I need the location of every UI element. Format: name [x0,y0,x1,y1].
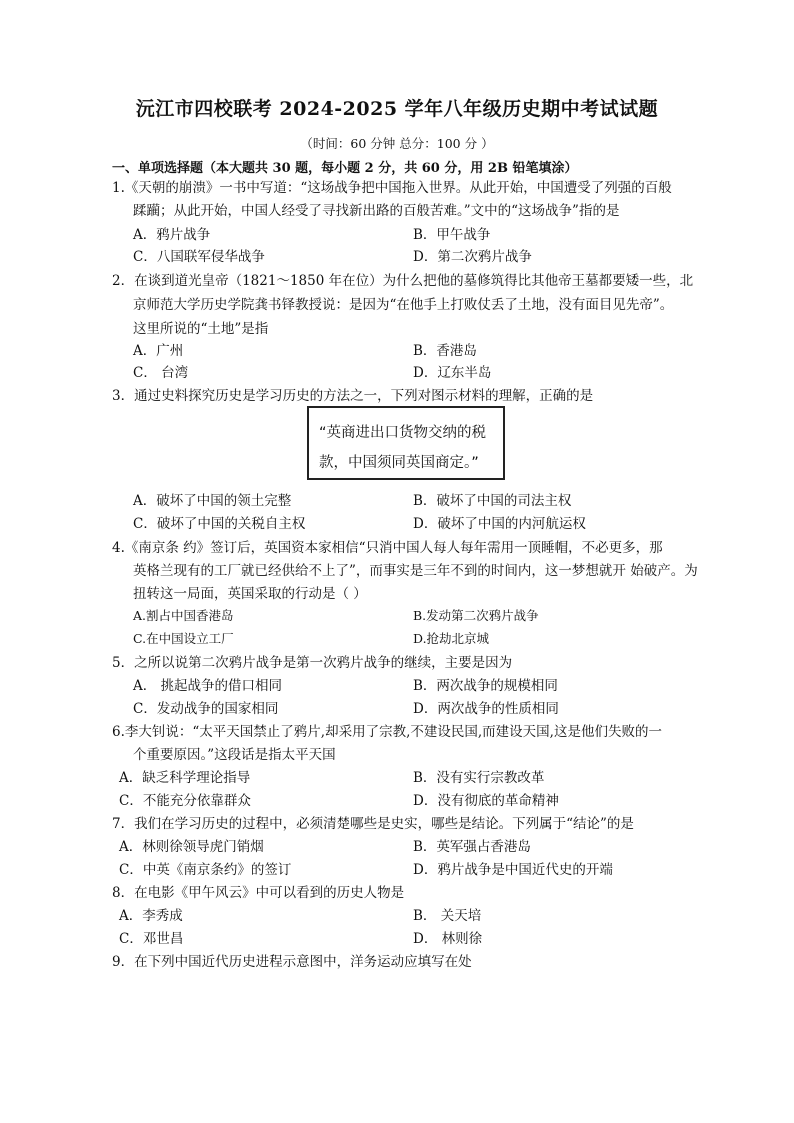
question-4-line-1: 4.《南京条 约》签订后，英国资本家相信“只消中国人每人每年需用一顶睡帽，不必更多，那 [112,540,663,556]
question-8-option-b: B． 关天培 [413,908,482,924]
question-6-option-c: C．不能充分依靠群众 [119,793,251,809]
quote-line-2: 款，中国须同英国商定。” [319,455,479,471]
question-5-option-b: B．两次战争的规模相同 [413,678,558,694]
question-8-option-d: D． 林则徐 [413,931,483,947]
question-3-option-a: A．破坏了中国的领土完整 [133,493,292,509]
exam-title: 沅江市四校联考 2024-2025 学年八年级历史期中考试试题 [135,98,659,120]
section-heading: 一、单项选择题（本大题共 30 题，每小题 2 分，共 60 分，用 2B 铅笔填涂） [112,161,578,176]
question-5-line-1: 5．之所以说第二次鸦片战争是第一次鸦片战争的继续，主要是因为 [112,655,513,671]
question-2-option-b: B．香港岛 [413,343,477,359]
question-6-option-a: A．缺乏科学理论指导 [119,770,251,786]
question-2-line-2: 京师范大学历史学院龚书铎教授说：是因为“在他手上打败仗丢了土地，没有面目见先帝”。 [133,297,674,313]
question-4-line-2: 英格兰现有的工厂就已经供给不上了”，而事实是三年不到的时间内，这一梦想就开 始破产。为 [133,563,698,579]
question-2-option-d: D．辽东半岛 [413,365,492,381]
question-6-option-b: B．没有实行宗教改革 [413,770,545,786]
question-3-option-c: C．破坏了中国的关税自主权 [133,516,306,532]
historical-quote-box [307,406,505,480]
question-1-line-1: 1.《天朝的崩溃》一书中写道：“这场战争把中国拖入世界。从此开始，中国遭受了列强的百般 [112,180,672,196]
question-7-option-a: A．林则徐领导虎门销烟 [119,839,264,855]
question-2-line-1: 2．在谈到道光皇帝（1821～1850 年在位）为什么把他的墓修筑得比其他帝王墓都要矮一些，北 [112,273,694,289]
question-7-line-1: 7．我们在学习历史的过程中，必须清楚哪些是史实，哪些是结论。下列属于“结论”的是 [112,816,634,832]
question-5-option-c: C．发动战争的国家相同 [133,701,279,717]
question-7-option-b: B．英军强占香港岛 [413,839,531,855]
question-7-option-c: C．中英《南京条约》的签订 [119,862,292,878]
question-1-line-2: 蹂躏；从此开始，中国人经受了寻找新出路的百般苦难。”文中的“这场战争”指的是 [133,203,620,219]
question-1-option-d: D．第二次鸦片战争 [413,249,532,265]
question-1-option-b: B．甲午战争 [413,227,491,243]
question-4-line-3: 扭转这一局面，英国采取的行动是（ ） [133,586,367,602]
question-3-option-b: B．破坏了中国的司法主权 [413,493,572,509]
exam-subtitle: （时间：60 分钟 总分：100 分 ） [300,136,494,151]
question-5-option-d: D．两次战争的性质相同 [413,701,559,717]
question-7-option-d: D．鸦片战争是中国近代史的开端 [413,862,613,878]
question-2-option-a: A．广州 [133,343,184,359]
question-8-option-c: C．邓世昌 [119,931,184,947]
question-6-option-d: D．没有彻底的革命精神 [413,793,559,809]
question-4-option-c: C.在中国设立工厂 [133,631,234,646]
question-1-option-a: A．鸦片战争 [133,227,211,243]
question-6-line-1: 6.李大钊说：“太平天国禁止了鸦片,却采用了宗教,不建设民国,而建设天国,这是他们失败的一 [112,724,662,740]
question-6-line-2: 个重要原因。”这段话是指太平天国 [133,747,336,763]
question-8-line-1: 8．在电影《甲午风云》中可以看到的历史人物是 [112,885,405,901]
question-4-option-d: D.抢劫北京城 [413,631,490,646]
question-9-line-1: 9．在下列中国近代历史进程示意图中，洋务运动应填写在处 [112,954,472,970]
question-2-option-c: C． 台湾 [133,365,189,381]
question-4-option-b: B.发动第二次鸦片战争 [413,608,539,623]
question-8-option-a: A．李秀成 [119,908,183,924]
question-3-line-1: 3．通过史料探究历史是学习历史的方法之一，下列对图示材料的理解，正确的是 [112,388,594,404]
question-3-option-d: D．破坏了中国的内河航运权 [413,516,586,532]
quote-line-1: “英商进出口货物交纳的税 [319,425,487,441]
question-2-line-3: 这里所说的“土地”是指 [133,321,269,337]
question-5-option-a: A． 挑起战争的借口相同 [133,678,283,694]
question-4-option-a: A.割占中国香港岛 [133,608,234,623]
question-1-option-c: C．八国联军侵华战争 [133,249,265,265]
